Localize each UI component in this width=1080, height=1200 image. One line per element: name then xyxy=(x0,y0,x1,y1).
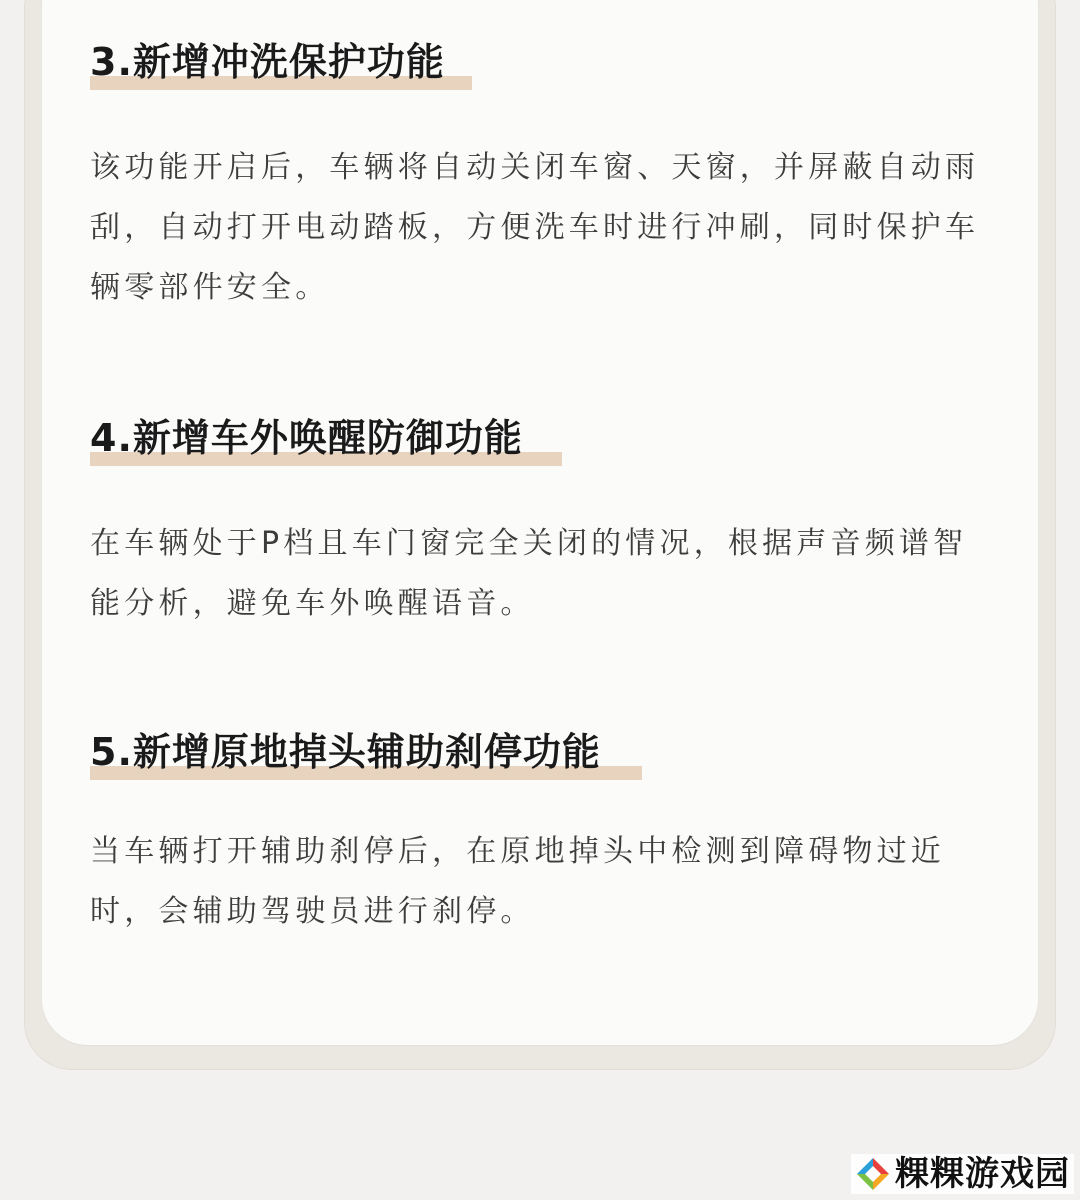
section-title: 5.新增原地掉头辅助刹停功能 xyxy=(90,730,601,774)
colorful-diamond-logo-icon xyxy=(855,1156,891,1192)
watermark xyxy=(851,1154,1074,1194)
section-heading xyxy=(90,414,523,466)
section-body: 在车辆处于P档且车门窗完全关闭的情况，根据声音频谱智能分析，避免车外唤醒语音。 xyxy=(90,526,968,621)
section-title: 4.新增车外唤醒防御功能 xyxy=(90,416,523,460)
section-flush-protection xyxy=(90,38,1000,318)
section-title: 3.新增冲洗保护功能 xyxy=(90,40,445,84)
watermark-text: 粿粿游戏园 xyxy=(895,1154,1070,1194)
section-heading xyxy=(90,38,445,90)
section-body: 当车辆打开辅助刹停后，在原地掉头中检测到障碍物过近时，会辅助驾驶员进行刹停。 xyxy=(90,834,945,929)
section-u-turn-brake xyxy=(90,728,1000,942)
section-wake-defense xyxy=(90,414,1000,634)
section-body: 该功能开启后，车辆将自动关闭车窗、天窗，并屏蔽自动雨刮，自动打开电动踏板，方便洗车时进行冲刷，同时保护车辆零部件安全。 xyxy=(90,150,980,305)
section-heading xyxy=(90,728,601,780)
